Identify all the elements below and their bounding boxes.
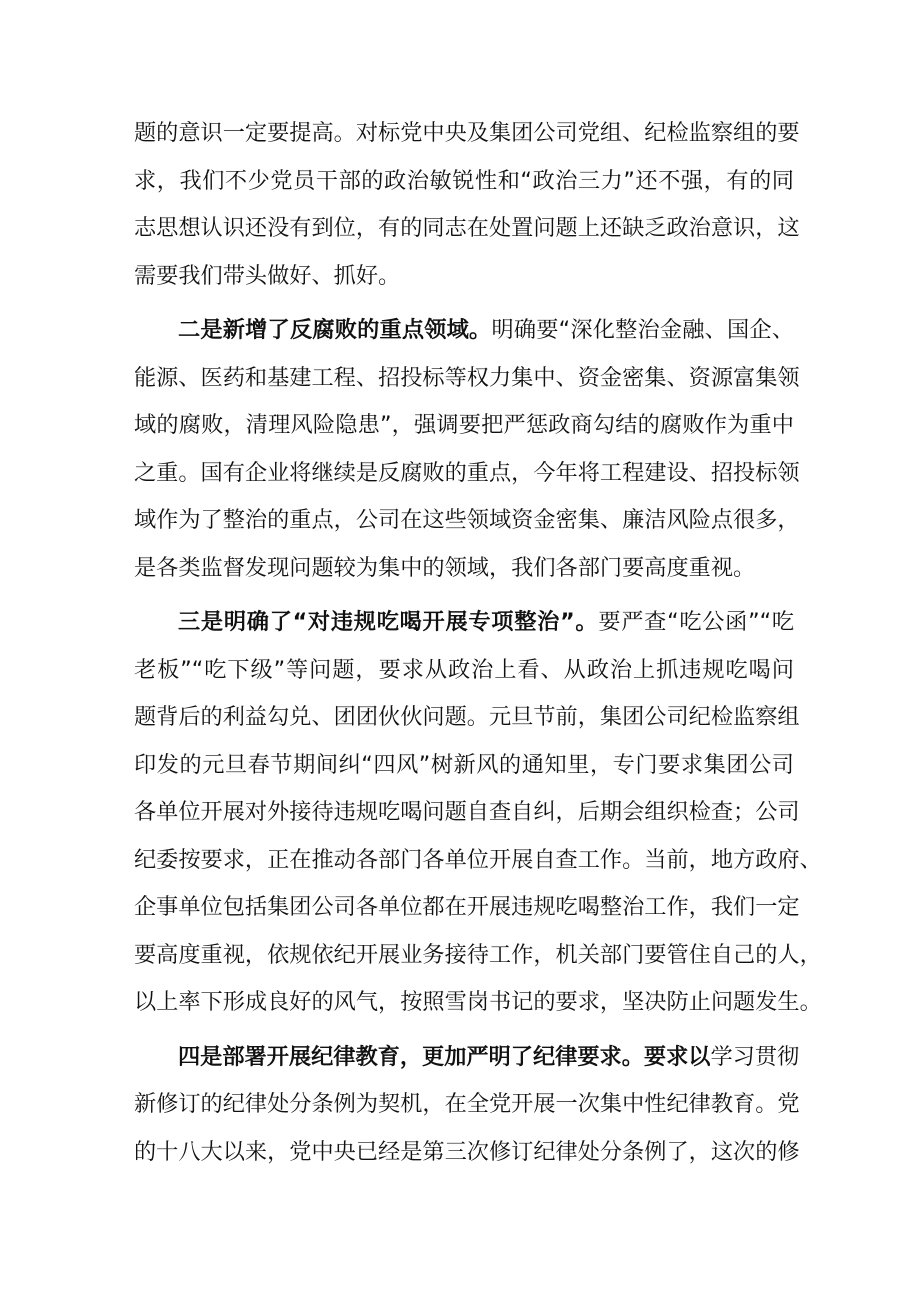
text-line xyxy=(134,402,794,450)
paragraph-dining-rectification xyxy=(134,599,822,1027)
text-line xyxy=(134,837,822,885)
paragraph-heading: 三是明确了“对违规吃喝开展专项整治”。 xyxy=(178,609,599,635)
text-run: 题背后的利益勾兑、团团伙伙问题。元旦节前，集团公司纪检监察组 xyxy=(134,704,800,730)
text-run: 之重。国有企业将继续是反腐败的重点，今年将工程建设、招投标领 xyxy=(134,459,800,486)
text-run: 是各类监督发现问题较为集中的领域，我们各部门要高度重视。 xyxy=(134,554,756,581)
text-run: 老板”“吃下级”等问题，要求从政治上看、从政治上抓违规吃喝问 xyxy=(134,656,794,683)
text-line xyxy=(134,599,794,647)
text-run: 求，我们不少党员干部的政治敏锐性和“政治三力”还不强，有的同 xyxy=(134,167,794,194)
text-run: 企事单位包括集团公司各单位都在开展违规吃喝整治工作，我们一定 xyxy=(134,894,800,920)
text-run: 明确要“深化整治金融、国企、 xyxy=(491,317,795,343)
text-run: 域作为了整治的重点，公司在这些领域资金密集、廉洁风险点很多， xyxy=(134,507,800,533)
text-line xyxy=(134,307,794,355)
paragraph-anti-corruption-focus xyxy=(134,307,800,592)
text-run: 以上率下形成良好的风气，按照雪岗书记的要求，坚决防止问题发生。 xyxy=(134,989,822,1015)
text-line xyxy=(134,979,822,1027)
text-line xyxy=(134,497,800,545)
text-run: 新修订的纪律处分条例为契机，在全党开展一次集中性纪律教育。党 xyxy=(134,1091,800,1117)
text-line xyxy=(134,694,800,742)
text-line xyxy=(134,205,800,253)
text-run: 要严查“吃公函”“吃 xyxy=(598,609,795,635)
text-line xyxy=(134,932,822,980)
text-run: 志思想认识还没有到位，有的同志在处置问题上还缺乏政治意识，这 xyxy=(134,215,800,241)
text-line xyxy=(134,1081,800,1129)
text-line xyxy=(134,450,800,498)
paragraph-continuation xyxy=(134,110,800,300)
text-run: 印发的元旦春节期间纠“四风”树新风的通知里，专门要求集团公司 xyxy=(134,751,794,778)
text-line xyxy=(134,253,794,301)
text-run: 的十八大以来，党中央已经是第三次修订纪律处分条例了，这次的修 xyxy=(134,1138,800,1165)
text-run: 需要我们带头做好、抓好。 xyxy=(134,262,401,289)
text-run: 学习贯彻 xyxy=(710,1043,800,1070)
paragraph-heading: 二是新增了反腐败的重点领域。 xyxy=(178,317,492,343)
text-run: 域的腐败，清理风险隐患”，强调要把严惩政商勾结的腐败作为重中 xyxy=(134,412,794,438)
text-run: 能源、医药和基建工程、招投标等权力集中、资金密集、资源富集领 xyxy=(134,364,800,391)
text-run: 题的意识一定要提高。对标党中央及集团公司党组、纪检监察组的要 xyxy=(134,120,800,146)
text-line xyxy=(134,1129,800,1177)
paragraph-discipline-education xyxy=(134,1034,800,1177)
document-body xyxy=(134,110,822,1176)
text-line xyxy=(134,545,794,593)
text-run: 要高度重视，依规依纪开展业务接待工作，机关部门要管住自己的人， xyxy=(134,941,822,968)
text-run: 纪委按要求，正在推动各部门各单位开展自查工作。当前，地方政府、 xyxy=(134,846,822,873)
text-line xyxy=(134,158,794,206)
text-line xyxy=(134,884,800,932)
text-run: 各单位开展对外接待违规吃喝问题自查自纠，后期会组织检查；公司 xyxy=(134,799,800,825)
text-line xyxy=(134,1034,800,1082)
text-line xyxy=(134,355,800,403)
paragraph-heading: 四是部署开展纪律教育，更加严明了纪律要求。要求以 xyxy=(178,1043,711,1070)
text-line xyxy=(134,789,800,837)
text-line xyxy=(134,110,800,158)
text-line xyxy=(134,647,794,695)
text-line xyxy=(134,742,794,790)
